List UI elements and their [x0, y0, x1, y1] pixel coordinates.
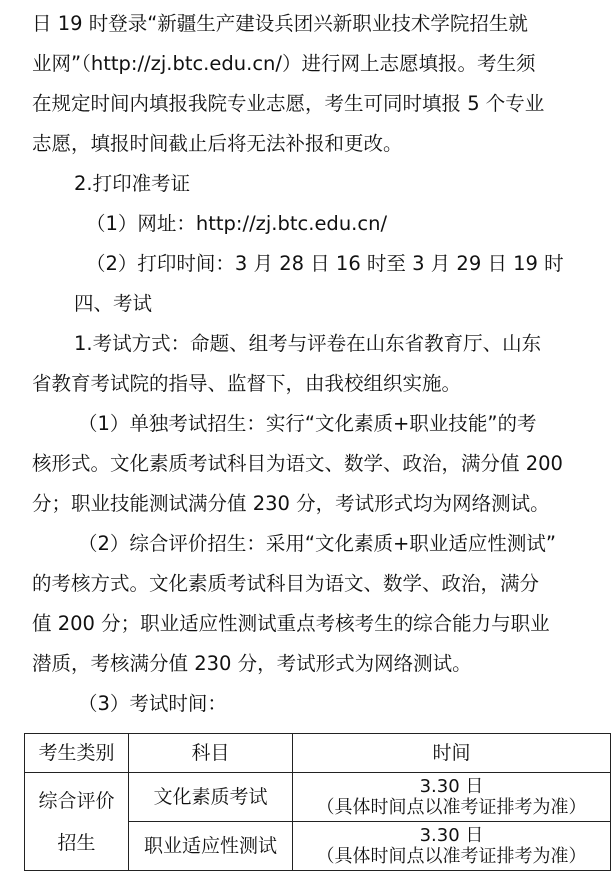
time-cell — [293, 822, 611, 871]
paragraph-line: 在规定时间内填报我院专业志愿，考生可同时填报 5 个专业 — [32, 92, 545, 115]
header-cell: 考生类别 — [25, 734, 129, 773]
subject-cell: 职业适应性测试 — [129, 822, 293, 871]
exam-time-note: （具体时间点以准考证排考为准） — [316, 846, 587, 867]
paragraph-line: 业网”（http://zj.btc.edu.cn/）进行网上志愿填报。考生须 — [32, 52, 536, 75]
table-row — [25, 773, 611, 822]
category-line: 综合评价 — [38, 789, 115, 812]
section-heading-exam: 四、考试 — [74, 292, 153, 315]
paragraph-line: 分；职业技能测试满分值 230 分，考试形式均为网络测试。 — [32, 492, 550, 515]
exam-time-heading: （3）考试时间： — [78, 692, 227, 715]
subject-cell: 文化素质考试 — [129, 773, 293, 822]
exam-time-note: （具体时间点以准考证排考为准） — [316, 797, 587, 818]
exam-schedule-table — [24, 733, 611, 871]
paragraph-line: 核形式。文化素质考试科目为语文、数学、政治，满分值 200 — [32, 452, 563, 475]
website-line: （1）网址：http://zj.btc.edu.cn/ — [86, 212, 388, 235]
table-header-row — [25, 734, 611, 773]
paragraph-line: （2）综合评价招生：采用“文化素质+职业适应性测试” — [78, 532, 556, 555]
time-cell — [293, 773, 611, 822]
header-cell: 科目 — [129, 734, 293, 773]
exam-date: 3.30 日 — [419, 776, 484, 797]
exam-date: 3.30 日 — [419, 825, 484, 846]
paragraph-line: 值 200 分；职业适应性测试重点考核考生的综合能力与职业 — [32, 612, 550, 635]
document-body — [0, 4, 584, 724]
paragraph-line: 潜质，考核满分值 230 分，考试形式为网络测试。 — [32, 652, 472, 675]
header-cell: 时间 — [293, 734, 611, 773]
paragraph-line: 1.考试方式：命题、组考与评卷在山东省教育厅、山东 — [74, 332, 542, 355]
subheading-print-ticket: 2.打印准考证 — [74, 172, 191, 195]
paragraph-line: 省教育考试院的指导、监督下，由我校组织实施。 — [32, 372, 462, 395]
print-time-line: （2）打印时间：3 月 28 日 16 时至 3 月 29 日 19 时 — [86, 252, 564, 275]
paragraph-line: 日 19 时登录“新疆生产建设兵团兴新职业技术学院招生就 — [32, 12, 528, 35]
paragraph-line: 的考核方式。文化素质考试科目为语文、数学、政治，满分 — [32, 572, 540, 595]
category-line: 招生 — [57, 831, 96, 854]
category-cell — [25, 773, 129, 871]
paragraph-line: （1）单独考试招生：实行“文化素质+职业技能”的考 — [78, 412, 537, 435]
paragraph-line: 志愿，填报时间截止后将无法补报和更改。 — [32, 132, 403, 155]
